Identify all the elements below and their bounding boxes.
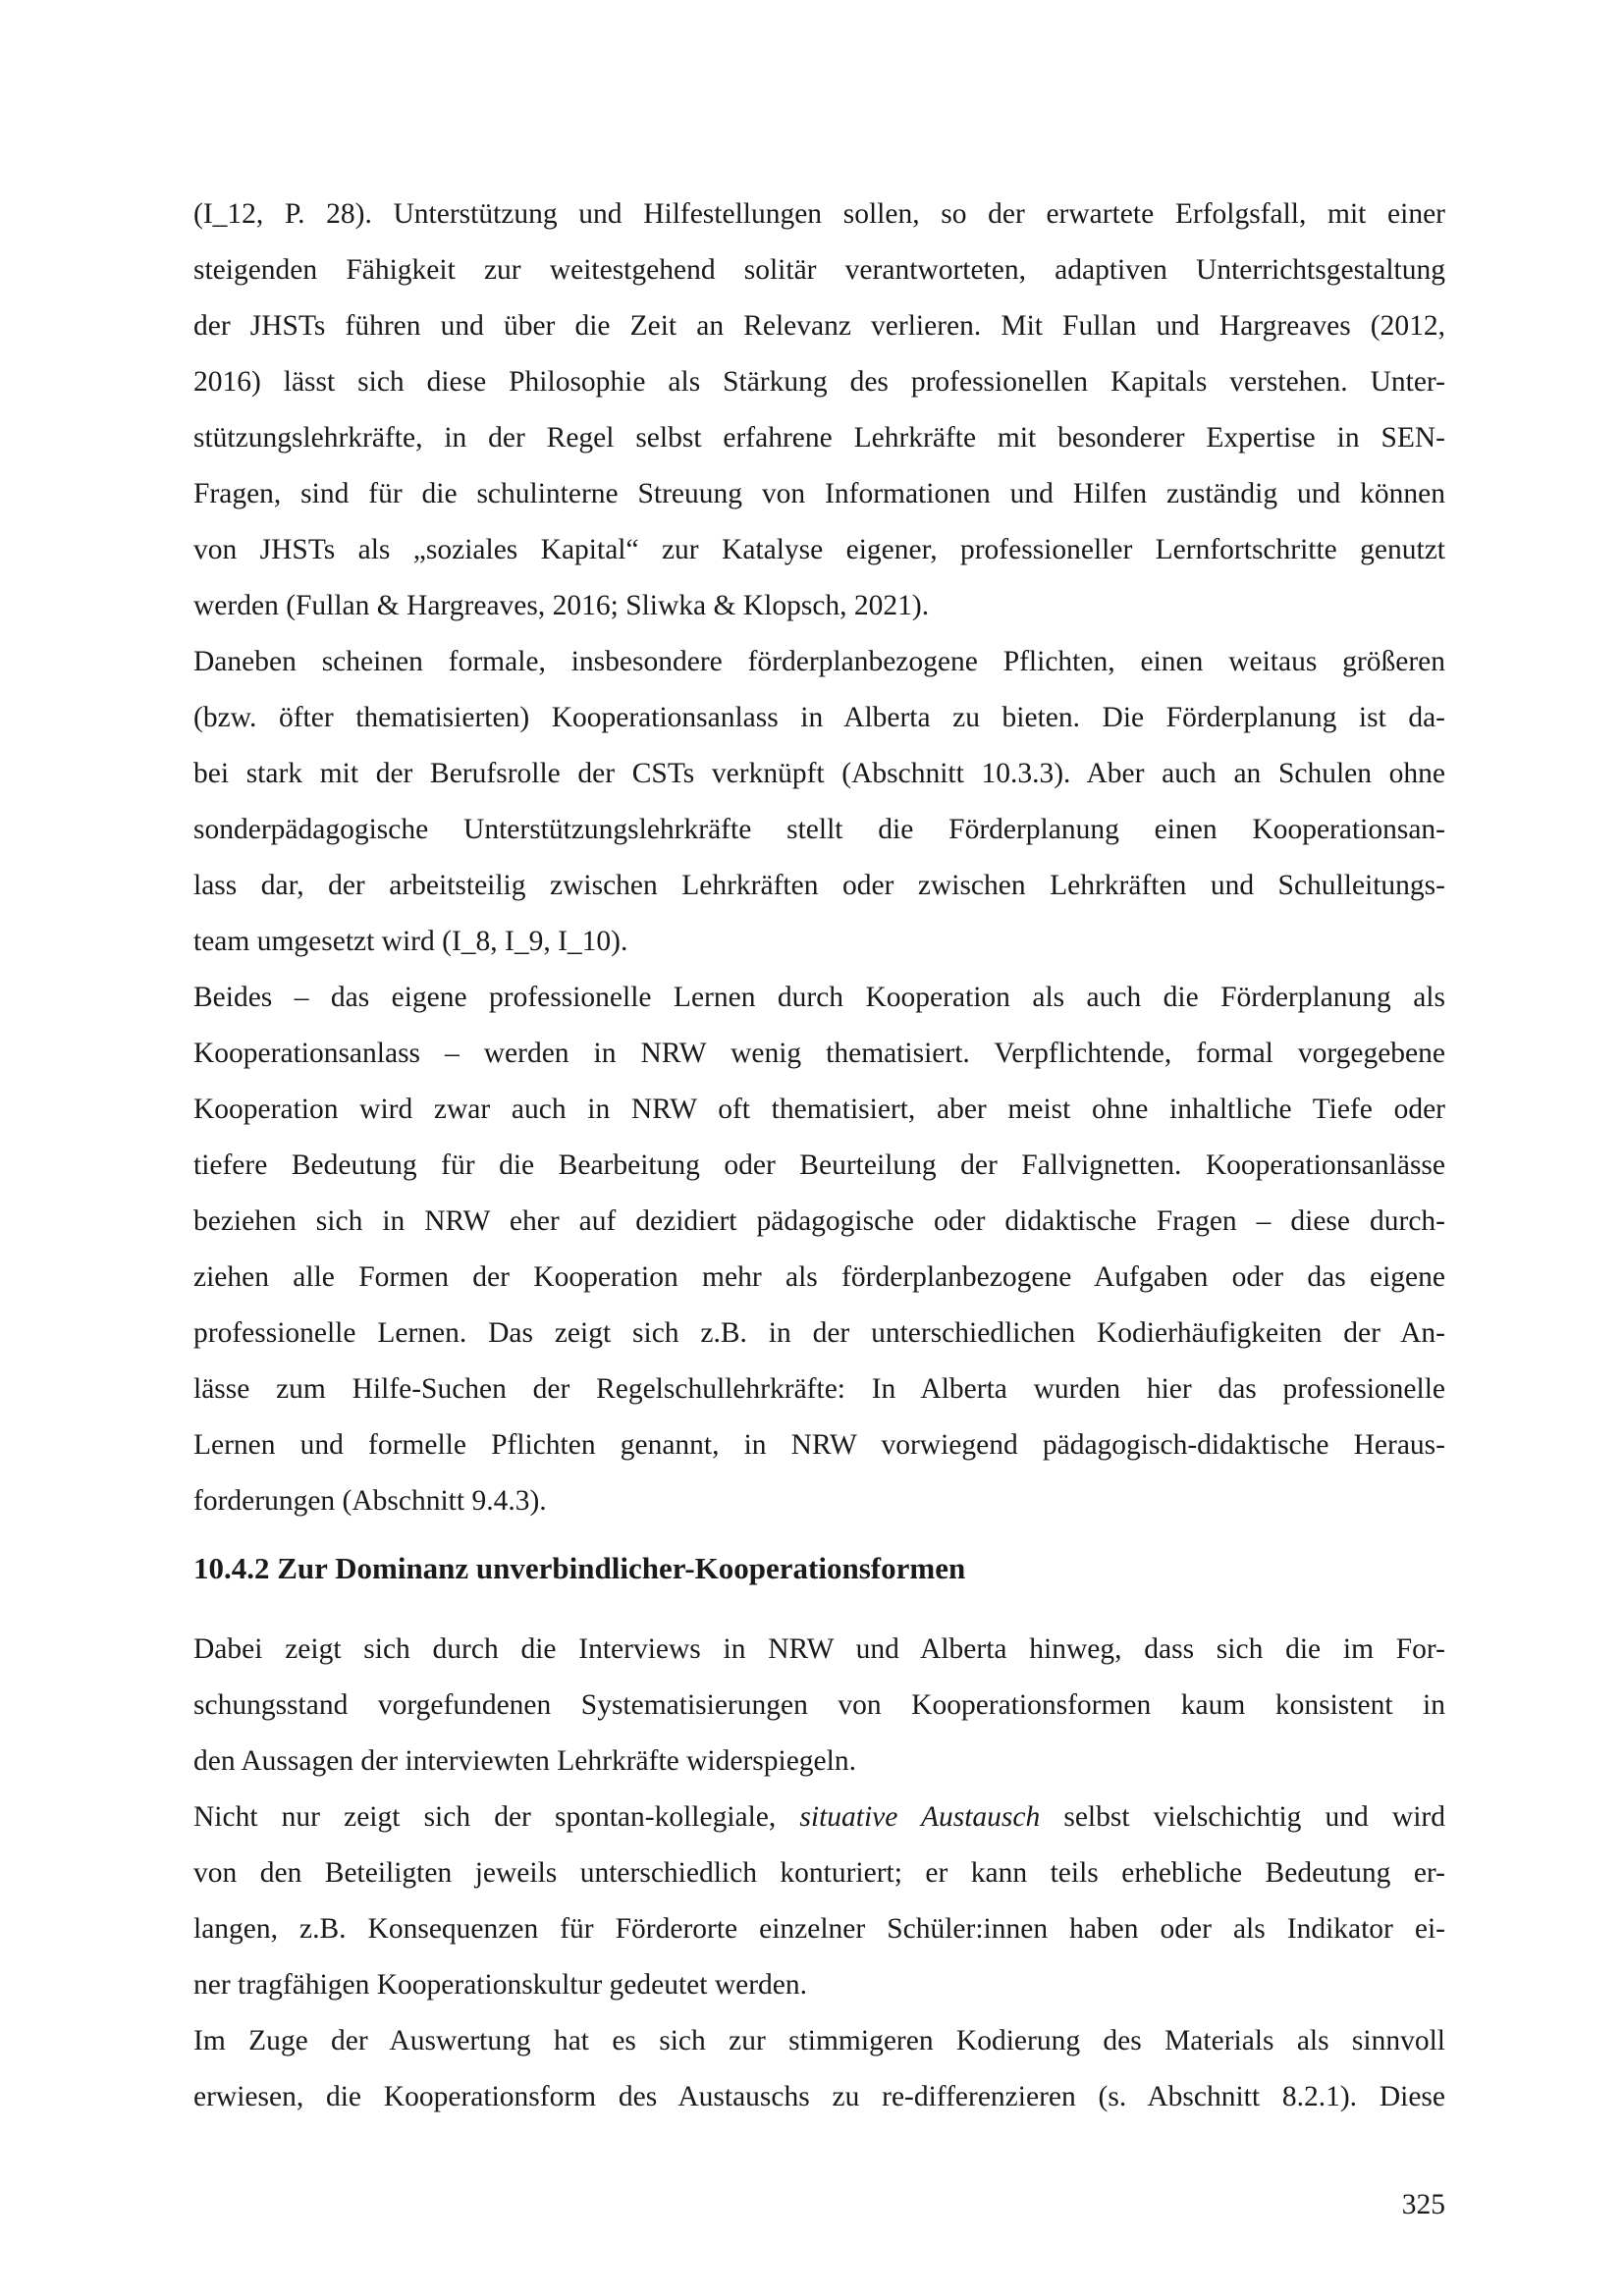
text-line: Im Zuge der Auswertung hat es sich zur stimmigeren Kodierung des Materials als sinnvoll (193, 2024, 1445, 2056)
text-run: Nicht nur zeigt sich der spontan-kollegiale, (193, 1800, 800, 1833)
text-line: stützungslehrkräfte, in der Regel selbst erfahrene Lehrkräfte mit besonderer Expertise in SEN- (193, 422, 1445, 454)
text-line: professionelle Lernen. Das zeigt sich z.B. in der unterschiedlichen Kodierhäufigkeiten der An- (193, 1317, 1445, 1349)
text-line: Kooperation wird zwar auch in NRW oft thematisiert, aber meist ohne inhaltliche Tiefe oder (193, 1094, 1445, 1125)
text-line: ner tragfähigen Kooperationskultur gedeutet werden. (193, 1968, 808, 2001)
paragraph (193, 2013, 1445, 2125)
paragraph (193, 187, 1445, 634)
text-line: Fragen, sind für die schulinterne Streuung von Informationen und Hilfen zuständig und können (193, 478, 1445, 509)
text-line: Lernen und formelle Pflichten genannt, in NRW vorwiegend pädagogisch-didaktische Heraus- (193, 1429, 1445, 1461)
text-line: lässe zum Hilfe-Suchen der Regelschullehrkräfte: In Alberta wurden hier das professionelle (193, 1373, 1445, 1405)
text-run: selbst vielschichtig und wird (1040, 1800, 1445, 1833)
paragraph (193, 1622, 1445, 1789)
text-line: Beides – das eigene professionelle Lernen durch Kooperation als auch die Förderplanung als (193, 982, 1445, 1013)
paragraph (193, 634, 1445, 970)
paragraph (193, 970, 1445, 1529)
text-line: tiefere Bedeutung für die Bearbeitung oder Beurteilung der Fallvignetten. Kooperationsanlässe (193, 1149, 1445, 1181)
text-line: Kooperationsanlass – werden in NRW wenig thematisiert. Verpflichtende, formal vorgegebene (193, 1038, 1445, 1069)
text-line: team umgesetzt wird (I_8, I_9, I_10). (193, 926, 628, 957)
text-line: sonderpädagogische Unterstützungslehrkräfte stellt die Förderplanung einen Kooperationsan- (193, 814, 1445, 845)
text-line: schungsstand vorgefundenen Systematisierungen von Kooperationsformen kaum konsistent in (193, 1688, 1445, 1721)
text-line: forderungen (Abschnitt 9.4.3). (193, 1485, 547, 1517)
text-line: von JHSTs als „soziales Kapital“ zur Katalyse eigener, professioneller Lernfortschritte genutzt (193, 534, 1445, 565)
text-line: (bzw. öfter thematisierten) Kooperationsanlass in Alberta zu bieten. Die Förderplanung ist da- (193, 702, 1445, 733)
text-line: werden (Fullan & Hargreaves, 2016; Sliwka & Klopsch, 2021). (193, 590, 930, 621)
text-line: steigenden Fähigkeit zur weitestgehend solitär verantworteten, adaptiven Unterrichtsgestaltung (193, 254, 1445, 286)
text-line: (I_12, P. 28). Unterstützung und Hilfestellungen sollen, so der erwartete Erfolgsfall, mit einer (193, 198, 1445, 230)
text-line: erwiesen, die Kooperationsform des Austauschs zu re-differenzieren (s. Abschnitt 8.2.1). Diese (193, 2080, 1445, 2112)
text-line: beziehen sich in NRW eher auf dezidiert pädagogische oder didaktische Fragen – diese durch- (193, 1205, 1445, 1237)
section-heading: 10.4.2 Zur Dominanz unverbindlicher-Kooperationsformen (193, 1551, 966, 1585)
text-line: der JHSTs führen und über die Zeit an Relevanz verlieren. Mit Fullan und Hargreaves (2012, (193, 310, 1445, 342)
text-line: ziehen alle Formen der Kooperation mehr als förderplanbezogene Aufgaben oder das eigene (193, 1261, 1445, 1293)
text-line: Dabei zeigt sich durch die Interviews in NRW und Alberta hinweg, dass sich die im For- (193, 1632, 1445, 1665)
italic-term: situative Austausch (799, 1800, 1041, 1833)
text-line: Daneben scheinen formale, insbesondere förderplanbezogene Pflichten, einen weitaus größeren (193, 646, 1445, 677)
text-line: langen, z.B. Konsequenzen für Förderorte einzelner Schüler:innen haben oder als Indikator ei- (193, 1912, 1445, 1945)
page-body (193, 187, 1445, 2125)
text-line: bei stark mit der Berufsrolle der CSTs verknüpft (Abschnitt 10.3.3). Aber auch an Schulen ohne (193, 758, 1445, 789)
text-line: von den Beteiligten jeweils unterschiedlich konturiert; er kann teils erhebliche Bedeutung er- (193, 1856, 1445, 1889)
text-line: lass dar, der arbeitsteilig zwischen Lehrkräften oder zwischen Lehrkräften und Schulleitungs- (193, 870, 1445, 901)
page-number: 325 (1401, 2189, 1445, 2220)
paragraph (193, 1789, 1445, 2013)
text-line: den Aussagen der interviewten Lehrkräfte widerspiegeln. (193, 1744, 856, 1777)
text-line: 2016) lässt sich diese Philosophie als Stärkung des professionellen Kapitals verstehen. Unter- (193, 366, 1445, 398)
text-line (193, 1789, 1445, 1845)
